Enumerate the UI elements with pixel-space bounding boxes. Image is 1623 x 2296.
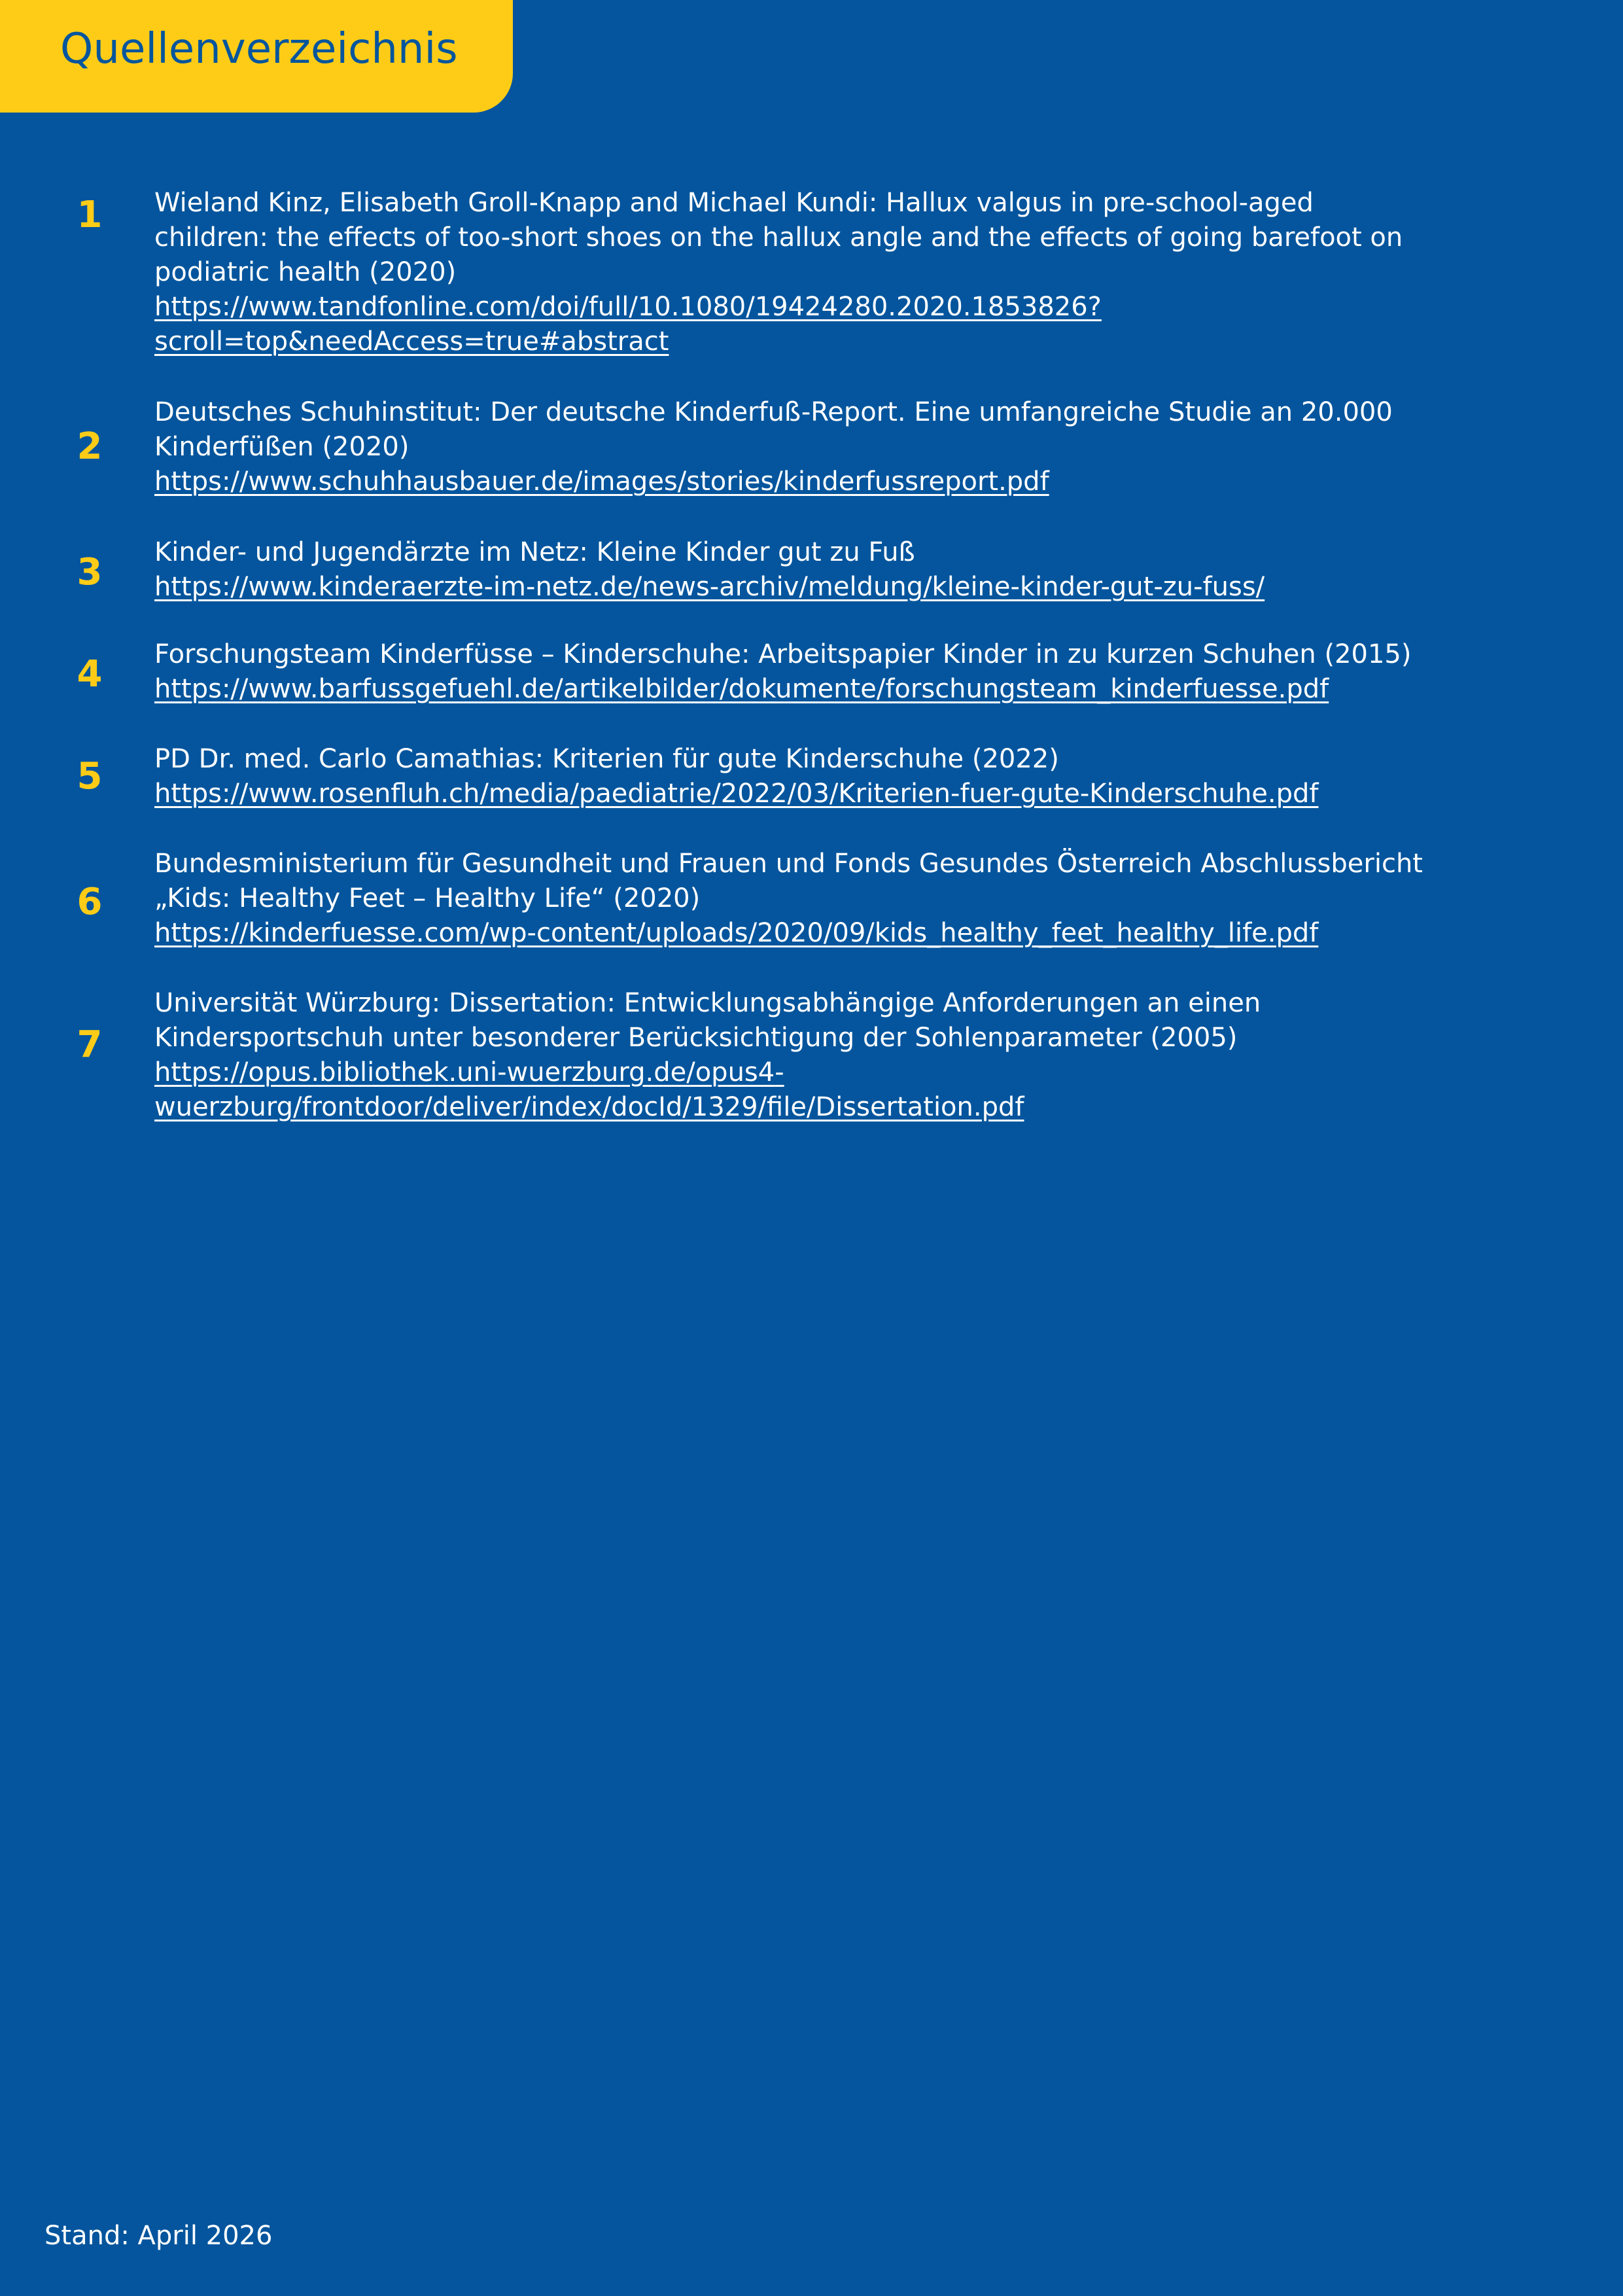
reference-text: PD Dr. med. Carlo Camathias: Kriterien für gute Kinderschuhe (2022) [154,744,1059,774]
reference-link[interactable]: https://www.barfussgefuehl.de/artikelbilder/dokumente/forschungsteam_kinderfuesse.pdf [154,674,1329,704]
reference-body [154,395,1489,499]
reference-number: 1 [77,194,103,236]
footer-date: Stand: April 2026 [44,2221,273,2251]
reference-body [154,742,1489,811]
reference-text: Wieland Kinz, Elisabeth Groll-Knapp and Michael Kundi: Hallux valgus in pre-school-aged [154,188,1314,218]
title-tab [0,0,513,113]
reference-text: children: the effects of too-short shoes on the hallux angle and the effects of going barefoot on [154,222,1403,253]
reference-body [154,186,1489,359]
reference-body [154,847,1489,951]
reference-body [154,535,1489,605]
reference-text: Universität Würzburg: Dissertation: Entwicklungsabhängige Anforderungen an einen [154,988,1261,1018]
reference-number: 3 [77,551,103,593]
reference-text: Kinder- und Jugendärzte im Netz: Kleine Kinder gut zu Fuß [154,537,915,567]
reference-text: Forschungsteam Kinderfüsse – Kinderschuhe: Arbeitspapier Kinder in zu kurzen Schuhen (2015) [154,639,1412,669]
reference-link[interactable]: wuerzburg/frontdoor/deliver/index/docId/1329/file/Dissertation.pdf [154,1092,1024,1122]
reference-link[interactable]: scroll=top&needAccess=true#abstract [154,327,669,357]
reference-body [154,986,1489,1125]
reference-text: „Kids: Healthy Feet – Healthy Life“ (2020) [154,883,701,913]
reference-text: podiatric health (2020) [154,257,457,287]
reference-link[interactable]: https://www.tandfonline.com/doi/full/10.1080/19424280.2020.1853826? [154,292,1102,322]
reference-number: 5 [77,755,103,798]
reference-link[interactable]: https://opus.bibliothek.uni-wuerzburg.de/opus4- [154,1057,784,1087]
reference-link[interactable]: https://www.schuhhausbauer.de/images/stories/kinderfussreport.pdf [154,467,1049,497]
reference-text: Bundesministerium für Gesundheit und Frauen und Fonds Gesundes Österreich Abschlussbericht [154,849,1423,879]
reference-text: Deutsches Schuhinstitut: Der deutsche Kinderfuß-Report. Eine umfangreiche Studie an 20.000 [154,397,1393,427]
reference-number: 2 [77,425,103,468]
reference-text: Kinderfüßen (2020) [154,432,410,462]
reference-number: 7 [77,1023,103,1066]
page-title: Quellenverzeichnis [60,25,458,73]
reference-link[interactable]: https://www.rosenfluh.ch/media/paediatrie/2022/03/Kriterien-fuer-gute-Kinderschuhe.pdf [154,779,1319,809]
reference-body [154,637,1489,707]
reference-text: Kindersportschuh unter besonderer Berücksichtigung der Sohlenparameter (2005) [154,1023,1238,1053]
reference-link[interactable]: https://www.kinderaerzte-im-netz.de/news-archiv/meldung/kleine-kinder-gut-zu-fuss/ [154,572,1265,602]
reference-number: 4 [77,653,103,696]
reference-link[interactable]: https://kinderfuesse.com/wp-content/uploads/2020/09/kids_healthy_feet_healthy_life.pdf [154,918,1319,948]
reference-number: 6 [77,881,103,923]
